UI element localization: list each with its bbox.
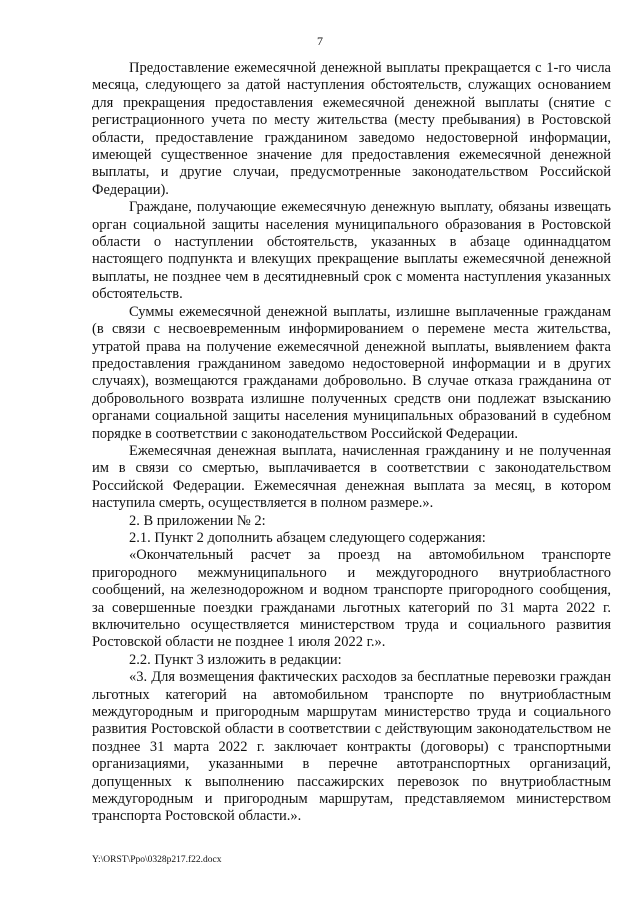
paragraph-final-settlement: «Окончательный расчет за проезд на автомобильном транспорте пригородного межмуниципального и междугородного внутриобластного сообщений, на железнодорожном и водном транспорте пригородного сообщения, за совершенные поездки гражданами льготных категорий по 31 марта 2022 г. включительно осуществляется министерством труда и социального развития Ростовской области не позднее 1 июля 2022 г.». [92,547,611,651]
paragraph-appendix-2: 2. В приложении № 2: [129,512,266,529]
paragraph-payment-after-death: Ежемесячная денежная выплата, начисленная гражданину и не полученная им в связи со смертью, выплачивается в соответствии с законодательством Российской Федерации. Ежемесячная денежная выплата за месяц, в котором наступила смерть, осуществляется в полном размере.». [92,442,611,512]
paragraph-overpayment-refund: Суммы ежемесячной денежной выплаты, излишне выплаченные гражданам (в связи с несвоевременным информированием о перемене места жительства, утратой права на получение ежемесячной денежной выплаты, выявлением факта предоставления гражданином заведомо недостоверной информации и в других случаях), возмещаются гражданами добровольно. В случае отказа гражданина от добровольного возврата излишне полученных средств они подлежат взысканию органами социальной защиты населения муниципальных образований в судебном порядке в соответствии с законодательством Российской Федерации. [92,303,611,442]
paragraph-item-2-1: 2.1. Пункт 2 дополнить абзацем следующего содержания: [129,529,486,546]
page-number: 7 [317,34,323,48]
document-body [92,60,611,826]
paragraph-notification-duty: Граждане, получающие ежемесячную денежную выплату, обязаны извещать орган социальной защиты населения муниципального образования в Ростовской области о наступлении обстоятельств, указанных в абзаце одиннадцатом настоящего подпункта и влекущих прекращение выплаты ежемесячной денежной выплаты, не позднее чем в десятидневный срок с момента наступления указанных обстоятельств. [92,199,611,303]
paragraph-item-3-new-wording: «3. Для возмещения фактических расходов за бесплатные перевозки граждан льготных категорий на автомобильном транспорте по внутриобластным междугородным и пригородным маршрутам министерство труда и социального развития Ростовской области в соответствии с действующим законодательством не позднее 31 марта 2022 г. заключает контракты (договоры) с транспортными организациями, указанными в перечне автотранспортных организаций, допущенных к выполнению пассажирских перевозок по внутриобластным междугородным и пригородным маршрутам, представляемом министерством транспорта Ростовской области.». [92,669,611,825]
paragraph-item-2-2: 2.2. Пункт 3 изложить в редакции: [129,651,342,668]
footer-file-path: Y:\ORST\Ppo\0328p217.f22.docx [92,855,222,865]
paragraph-termination-conditions: Предоставление ежемесячной денежной выплаты прекращается с 1-го числа месяца, следующего за датой наступления обстоятельств, служащих основанием для прекращения предоставления ежемесячной денежной выплаты (снятие с регистрационного учета по месту жительства (месту пребывания) в Ростовской области, предоставление гражданином заведомо недостоверной информации, имеющей существенное значение для предоставления ежемесячной денежной выплаты, и другие случаи, предусмотренные законодательством Российской Федерации). [92,60,611,198]
